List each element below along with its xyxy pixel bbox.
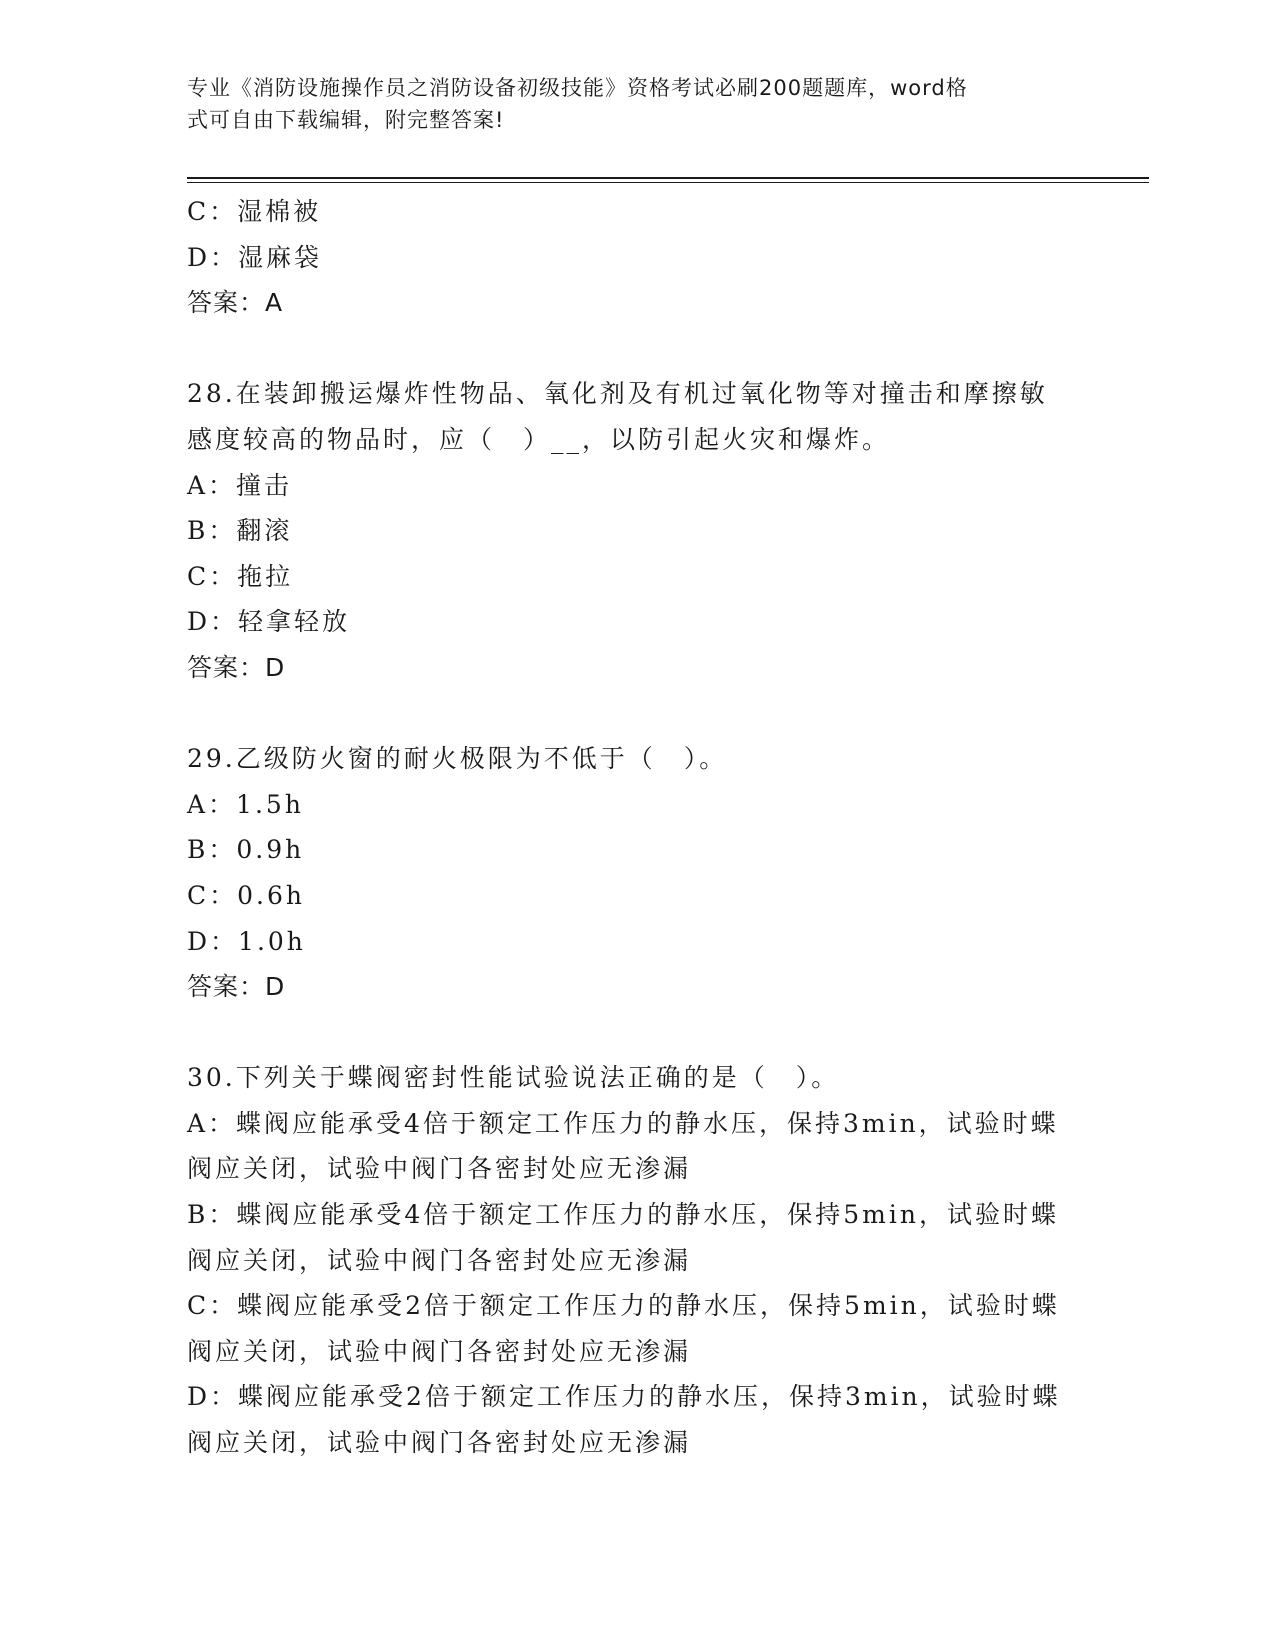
question-stem: 29.乙级防火窗的耐火极限为不低于（ ）。 (187, 744, 728, 774)
option-d: D：1.0h (187, 926, 306, 956)
option-a: A：1.5h (187, 789, 304, 819)
blank-line (187, 691, 1087, 737)
question-stem-cont: 感度较高的物品时，应（ ）__，以防引起火灾和爆炸。 (187, 424, 891, 454)
question-stem: 30.下列关于蝶阀密封性能试验说法正确的是（ ）。 (187, 1063, 840, 1093)
option-a-cont: 阀应关闭，试验中阀门各密封处应无渗漏 (187, 1154, 692, 1184)
question-stem: 28.在装卸搬运爆炸性物品、氧化剂及有机过氧化物等对撞击和摩擦敏 (187, 379, 1048, 409)
option-c: C：0.6h (187, 880, 305, 910)
answer-line: 答案：D (187, 652, 286, 682)
document-header (187, 72, 1087, 136)
option-d: D：轻拿轻放 (187, 607, 351, 637)
question-30 (187, 1055, 1087, 1465)
option-a: A：蝶阀应能承受4倍于额定工作压力的静水压，保持3min，试验时蝶 (187, 1108, 1059, 1138)
header-divider-thick (187, 177, 1149, 179)
option-b-cont: 阀应关闭，试验中阀门各密封处应无渗漏 (187, 1245, 692, 1275)
question-28 (187, 371, 1087, 690)
option-b: B：蝶阀应能承受4倍于额定工作压力的静水压，保持5min，试验时蝶 (187, 1200, 1059, 1230)
question-27-tail (187, 189, 1087, 326)
header-line-2: 式可自由下载编辑，附完整答案! (187, 108, 505, 132)
question-29 (187, 736, 1087, 1010)
option-c: C：拖拉 (187, 561, 294, 591)
option-b: B：0.9h (187, 835, 305, 865)
blank-line (187, 326, 1087, 372)
option-c: C：蝶阀应能承受2倍于额定工作压力的静水压，保持5min，试验时蝶 (187, 1291, 1060, 1321)
option-a: A：撞击 (187, 470, 293, 500)
option-d: D：蝶阀应能承受2倍于额定工作压力的静水压，保持3min，试验时蝶 (187, 1382, 1061, 1412)
option-b: B：翻滚 (187, 516, 293, 546)
header-line-1: 专业《消防设施操作员之消防设备初级技能》资格考试必刷200题题库，word格 (187, 76, 968, 100)
option-c-cont: 阀应关闭，试验中阀门各密封处应无渗漏 (187, 1336, 692, 1366)
header-divider-thin (187, 182, 1149, 183)
answer-line: 答案：A (187, 288, 284, 318)
option-d: D：湿麻袋 (187, 242, 323, 272)
option-d-cont: 阀应关闭，试验中阀门各密封处应无渗漏 (187, 1428, 692, 1458)
document-body (187, 189, 1087, 1466)
answer-line: 答案：D (187, 972, 286, 1002)
option-c: C：湿棉被 (187, 197, 322, 226)
blank-line (187, 1010, 1087, 1056)
